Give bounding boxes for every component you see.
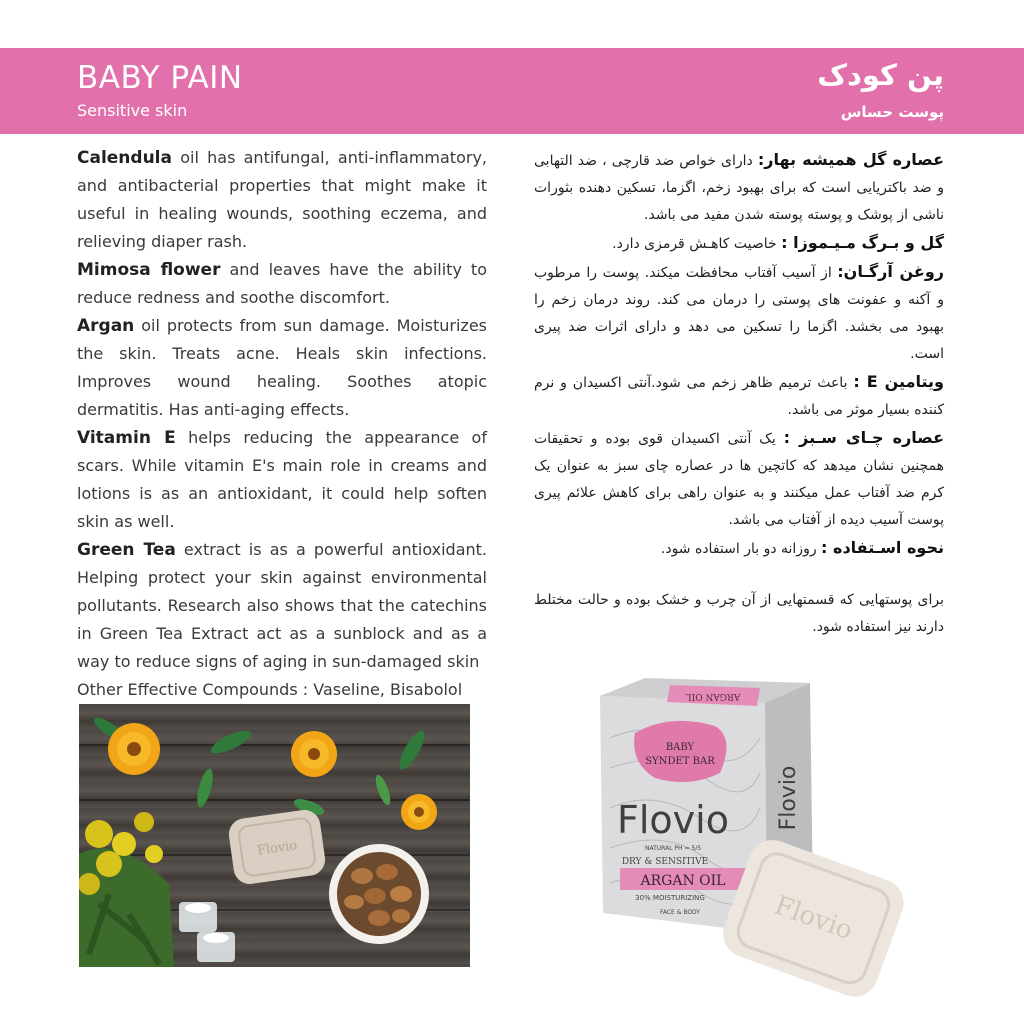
green-tea-paragraph	[77, 536, 487, 676]
box-moisturizing: 30% MOISTURIZING	[635, 894, 705, 902]
box-side-brand: Flovio	[776, 765, 801, 831]
vitamin-e-paragraph	[77, 424, 487, 536]
title-english: BABY PAIN	[77, 60, 243, 96]
title-persian: پن کودک	[817, 58, 944, 92]
vitamin-e-term: Vitamin E	[77, 428, 176, 448]
box-patch-line2: SYNDET BAR	[645, 756, 715, 767]
fa-vitamin-e-paragraph	[534, 368, 944, 424]
argan-text: oil protects from sun damage. Moisturizes the skin. Treats acne. Heals skin infections. Improves wound healing. Soothes atopic dermatitis. Has anti-aging effects.	[77, 316, 487, 419]
green-tea-text: extract is as a powerful antioxidant. Helping protect your skin against environmental pollutants. Research also shows that the catechins in Green Tea Extract act as a sunblock and as a way to reduce signs of aging in sun-damaged skin	[77, 540, 487, 671]
other-compounds: Other Effective Compounds : Vaseline, Bisabolol	[77, 680, 463, 699]
candle-icon	[179, 902, 235, 962]
argan-nut-bowl-icon	[329, 844, 429, 944]
fa-calendula-term: عصاره گل همیشه بهار:	[757, 150, 944, 169]
fa-mimosa-paragraph	[534, 229, 944, 258]
calendula-text: oil has antifungal, anti-inflammatory, and antibacterial properties that might make it useful in healing wounds, soothing eczema, and relieving diaper rash.	[77, 148, 487, 251]
photo-soap-brand: Flovio	[256, 838, 299, 859]
calendula-term: Calendula	[77, 148, 172, 168]
box-oil-label: ARGAN OIL	[640, 873, 726, 889]
mimosa-flower-icon	[79, 812, 174, 967]
header-banner	[0, 48, 1024, 134]
fa-green-tea-text: یک آنتی اکسیدان قوی بوده و تحقیقات همچنین نشان میدهد که کاتچین ها در عصاره چای سبز به عنوان یک کرم ضد آفتاب عمل میکنند و به عنوان راهی برای کاهش علائم پیری پوست آسیب دیده از آفتاب می باشد.	[534, 431, 944, 528]
fa-green-tea-term: عصاره چـای سـبز :	[783, 428, 945, 447]
box-brand-name: Flovio	[617, 798, 729, 842]
vitamin-e-text: helps reducing the appearance of scars. While vitamin E's main role in creams and lotions is as an antioxidant, it could help soften skin as well.	[77, 428, 487, 531]
ingredients-photo	[79, 704, 470, 967]
soap-brand-emboss: Flovio	[770, 890, 857, 947]
fa-usage-text: روزانه دو بار استفاده شود.	[660, 541, 822, 557]
fa-mimosa-text: خاصیت کاهـش قرمزی دارد.	[612, 236, 782, 252]
mimosa-paragraph	[77, 256, 487, 312]
fa-mimosa-term: گل و بـرگ مـیـموزا :	[781, 233, 944, 252]
mimosa-term: Mimosa flower	[77, 260, 221, 280]
box-ribbon-label: ARGAN OIL	[685, 691, 741, 701]
box-face-body: FACE & BODY	[659, 909, 701, 916]
fa-calendula-text: دارای خواص ضد قارچی ، ضد التهابی و ضد باکتریایی است که برای بهبود زخم، اگزما، تسکین دهنده بثورات ناشی از پوشک و پوسته پوسته شدن مفید می باشد.	[534, 153, 944, 223]
box-ph-label: NATURAL PH = 5/5	[644, 845, 702, 852]
fa-argan-paragraph	[534, 258, 944, 368]
fa-argan-text: از آسیب آفتاب محافظت میکند. پوست را مرطوب و آکنه و عفونت های پوستی را درمان می کند. روند درمان زخم را بهبود می بخشد. اگزما را تسکین می دهد و دارای اثرات ضد پیری است.	[534, 265, 944, 362]
box-patch-line1: BABY	[665, 742, 695, 753]
fa-usage-paragraph	[534, 534, 944, 563]
box-skin-type: DRY & SENSITIVE	[621, 857, 709, 867]
fa-calendula-paragraph	[534, 146, 944, 229]
argan-paragraph	[77, 312, 487, 424]
argan-term: Argan	[77, 316, 135, 336]
fa-vitamin-e-term: ویتامین E :	[853, 372, 944, 391]
subtitle-persian: پوست حساس	[840, 103, 944, 121]
subtitle-english: Sensitive skin	[77, 101, 188, 120]
product-package-image	[595, 678, 940, 1023]
fa-vitamin-e-text: باعث ترمیم ظاهر زخم می شود.آنتی اکسیدان و نرم کننده بسیار موثر می باشد.	[534, 375, 944, 418]
mimosa-text: and leaves have the ability to reduce redness and soothe discomfort.	[77, 260, 487, 307]
green-tea-term: Green Tea	[77, 540, 176, 560]
fa-combination-skin-note: برای پوستهایی که قسمتهایی از آن چرب و خشک بوده و حالت مختلط دارند نیز استفاده شود.	[534, 592, 944, 635]
fa-argan-term: روغن آرگـان:	[837, 262, 944, 281]
fa-usage-term: نحوه اسـتفاده :	[821, 538, 944, 557]
fa-green-tea-paragraph	[534, 424, 944, 534]
calendula-flower-icon	[108, 723, 437, 830]
soap-bar-icon	[227, 808, 327, 886]
calendula-paragraph	[77, 144, 487, 256]
english-description	[77, 144, 487, 704]
persian-description	[534, 146, 944, 641]
